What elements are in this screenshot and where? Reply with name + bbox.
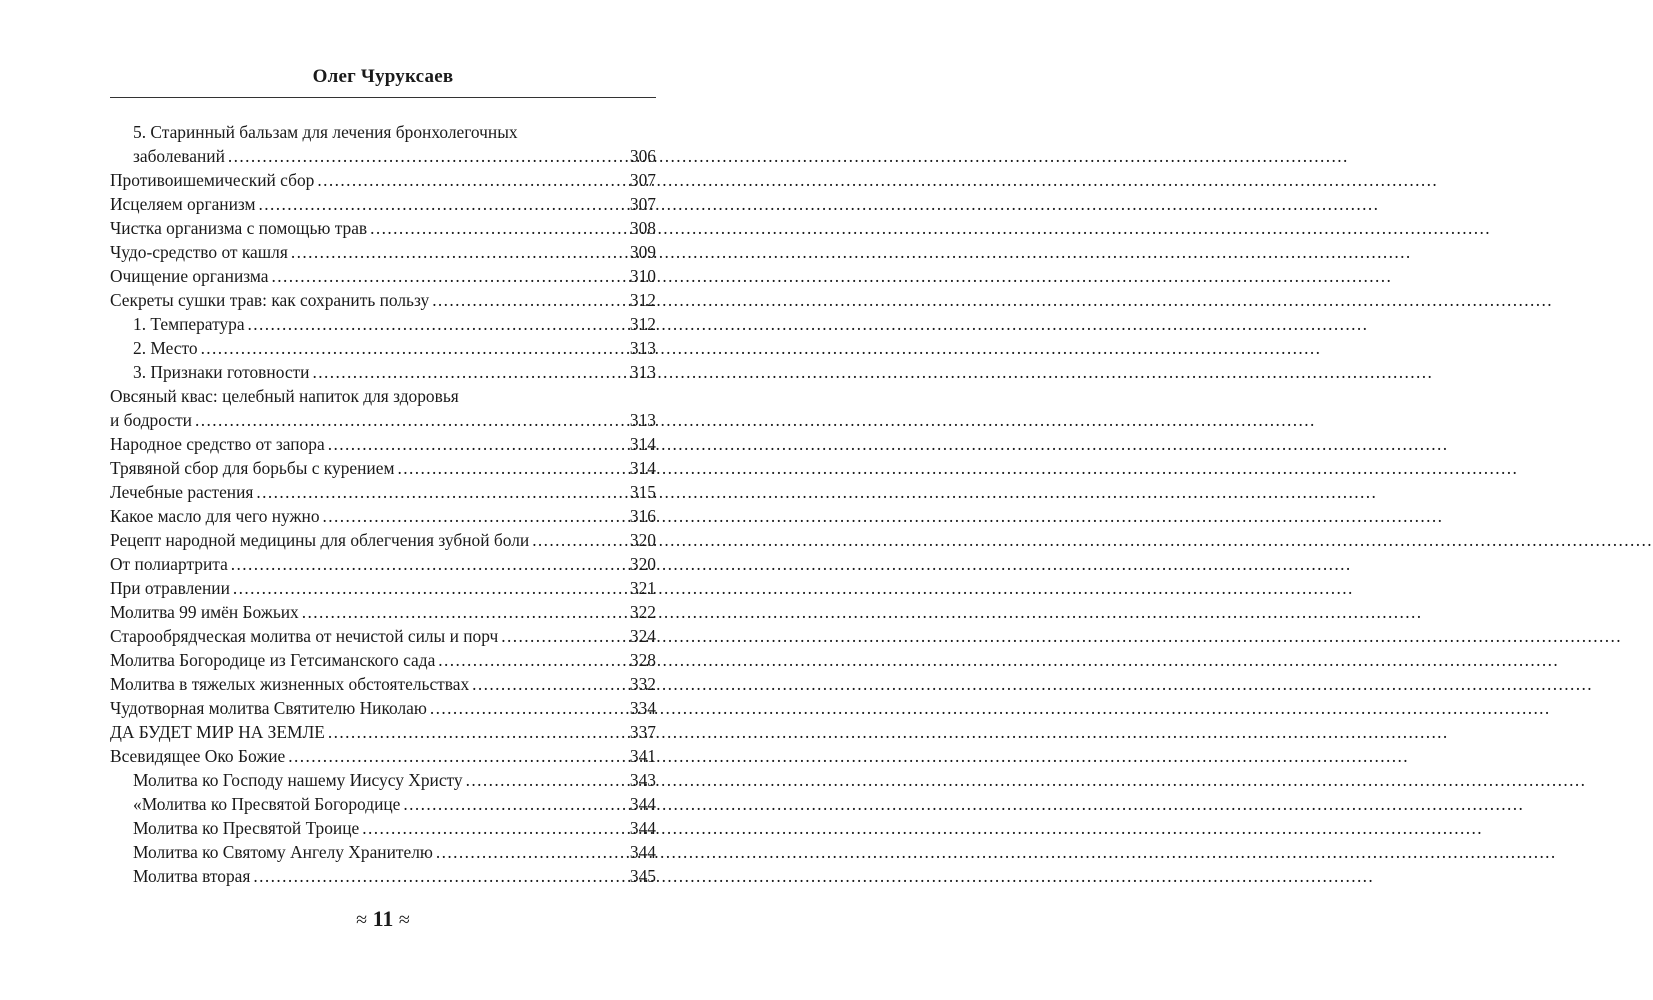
toc-entry-title: Какое масло для чего нужно	[110, 506, 320, 526]
toc-entry-page: 328	[629, 650, 656, 670]
ornament-left-icon: ≈	[356, 909, 368, 931]
dot-leader	[228, 144, 627, 168]
toc-entry	[110, 264, 656, 288]
toc-entry	[110, 600, 656, 624]
dot-leader	[259, 192, 627, 216]
toc-entry-title: Очищение организма	[110, 266, 269, 286]
dot-leader	[328, 432, 627, 456]
toc-entry-title: Чудо-средство от кашля	[110, 242, 288, 262]
toc-entry-title: Всевидящее Око Божие	[110, 746, 286, 766]
page-number: 11	[372, 906, 394, 931]
toc-entry	[110, 384, 656, 432]
toc-entry-title: Лечебные растения	[110, 482, 254, 502]
toc-entry-page: 320	[629, 530, 656, 550]
dot-leader	[472, 672, 627, 696]
toc-entry-page: 308	[629, 218, 656, 238]
toc-entry-title: 3. Признаки готовности	[133, 362, 310, 382]
toc-entry-title: ДА БУДЕТ МИР НА ЗЕМЛЕ	[110, 722, 325, 742]
toc-entry-title: Молитва в тяжелых жизненных обстоятельствах	[110, 674, 470, 694]
toc-entry	[110, 720, 656, 744]
toc-entry	[110, 552, 656, 576]
toc-entry-title: Секреты сушки трав: как сохранить пользу	[110, 290, 430, 310]
toc-entry	[110, 312, 656, 336]
toc-entry	[110, 792, 656, 816]
toc-entry	[110, 624, 656, 648]
dot-leader	[302, 600, 627, 624]
toc-entry	[110, 216, 656, 240]
toc-entry-title: 1. Температура	[133, 314, 245, 334]
toc-entry	[110, 528, 656, 552]
dot-leader	[403, 792, 627, 816]
dot-leader	[288, 744, 627, 768]
toc-entry	[110, 168, 656, 192]
toc-entry	[110, 648, 656, 672]
dot-leader	[362, 816, 627, 840]
dot-leader	[272, 264, 627, 288]
dot-leader	[430, 696, 627, 720]
toc-entry-page: 307	[629, 170, 656, 190]
toc-entry	[110, 504, 656, 528]
toc-entry-title: Молитва ко Господу нашему Иисусу Христу	[133, 770, 463, 790]
dot-leader	[231, 552, 627, 576]
toc-entry-title: Молитва 99 имён Божьих	[110, 602, 299, 622]
toc-entry-page: 320	[629, 554, 656, 574]
dot-leader	[253, 864, 627, 888]
toc-entry	[110, 864, 656, 888]
toc-entry	[110, 456, 656, 480]
dot-leader	[248, 312, 627, 336]
toc-entry-title: Трявяной сбор для борьбы с курением	[110, 458, 395, 478]
ornament-right-icon: ≈	[398, 909, 410, 931]
running-header-author: Олег Чуруксаев	[312, 66, 454, 87]
dot-leader	[256, 480, 627, 504]
toc-entry-page: 322	[629, 602, 656, 622]
toc-entry	[110, 120, 656, 168]
toc-entry	[110, 768, 656, 792]
dot-leader	[233, 576, 627, 600]
toc-entry-title: 2. Место	[133, 338, 198, 358]
toc-entry-title: заболеваний	[133, 146, 225, 166]
dot-leader	[432, 288, 627, 312]
toc-entry	[110, 840, 656, 864]
toc-entry-title: «Молитва ко Пресвятой Богородице	[133, 794, 401, 814]
toc-entry	[110, 192, 656, 216]
toc-entry-page: 306	[629, 146, 656, 166]
dot-leader	[436, 840, 627, 864]
toc-entry	[110, 240, 656, 264]
toc-entry	[110, 576, 656, 600]
toc-entry-title-line1: Овсяный квас: целебный напиток для здоровья	[110, 386, 459, 406]
toc-entry-page: 314	[629, 458, 656, 478]
toc-entry-title: Молитва вторая	[133, 866, 251, 886]
dot-leader	[312, 360, 626, 384]
dot-leader	[291, 240, 627, 264]
toc-entry-title: Молитва ко Святому Ангелу Хранителю	[133, 842, 433, 862]
toc-entry-title: Старообрядческая молитва от нечистой силы и порч	[110, 626, 499, 646]
toc-entry-title: Народное средство от запора	[110, 434, 325, 454]
toc-entry	[110, 672, 656, 696]
toc-entry-title: При отравлении	[110, 578, 230, 598]
dot-leader	[501, 624, 627, 648]
toc-entry-page: 309	[629, 242, 656, 262]
dot-leader	[195, 408, 627, 432]
toc-entry-title: Молитва ко Пресвятой Троице	[133, 818, 360, 838]
toc-entry-page: 321	[629, 578, 656, 598]
toc-entry-page: 341	[629, 746, 656, 766]
toc-entry-title: Молитва Богородице из Гетсиманского сада	[110, 650, 436, 670]
toc-entry	[110, 696, 656, 720]
dot-leader	[201, 336, 627, 360]
toc-entry-page: 324	[629, 626, 656, 646]
toc-entry-page: 312	[629, 290, 656, 310]
toc-entry-page: 310	[629, 266, 656, 286]
toc-entry-title: Чистка организма с помощью трав	[110, 218, 368, 238]
dot-leader	[328, 720, 627, 744]
toc-entry-page: 307	[629, 194, 656, 214]
dot-leader	[323, 504, 627, 528]
toc-entry-title: Исцеляем организм	[110, 194, 256, 214]
table-of-contents	[110, 120, 656, 888]
toc-entry-title: Рецепт народной медицины для облегчения зубной боли	[110, 530, 530, 550]
toc-entry-title: Противоишемический сбор	[110, 170, 315, 190]
toc-entry	[110, 432, 656, 456]
header-rule	[110, 97, 656, 98]
toc-entry-title: и бодрости	[110, 410, 192, 430]
toc-entry	[110, 288, 656, 312]
toc-entry-page: 345	[629, 866, 656, 886]
toc-entry	[110, 744, 656, 768]
toc-entry-page: 344	[629, 842, 656, 862]
toc-entry	[110, 336, 656, 360]
toc-entry-page: 315	[629, 482, 656, 502]
toc-entry	[110, 480, 656, 504]
dot-leader	[317, 168, 627, 192]
toc-entry-page: 312	[629, 314, 656, 334]
toc-entry-page: 314	[629, 434, 656, 454]
dot-leader	[532, 528, 627, 552]
toc-entry	[110, 816, 656, 840]
toc-entry-page: 316	[629, 506, 656, 526]
toc-entry-title-line1: 5. Старинный бальзам для лечения бронхолегочных	[133, 122, 518, 142]
page-footer	[110, 906, 656, 932]
toc-entry-page: 344	[629, 818, 656, 838]
toc-entry-page: 337	[629, 722, 656, 742]
toc-entry-page: 334	[629, 698, 656, 718]
toc-entry	[110, 360, 656, 384]
toc-entry-page: 343	[629, 770, 656, 790]
dot-leader	[397, 456, 626, 480]
dot-leader	[370, 216, 627, 240]
toc-entry-page: 313	[629, 362, 656, 382]
toc-entry-page: 344	[629, 794, 656, 814]
dot-leader	[438, 648, 627, 672]
toc-entry-page: 313	[629, 338, 656, 358]
dot-leader	[466, 768, 627, 792]
toc-entry-title: От полиартрита	[110, 554, 228, 574]
toc-entry-page: 313	[629, 410, 656, 430]
toc-entry-title: Чудотворная молитва Святителю Николаю	[110, 698, 427, 718]
toc-entry-page: 332	[629, 674, 656, 694]
